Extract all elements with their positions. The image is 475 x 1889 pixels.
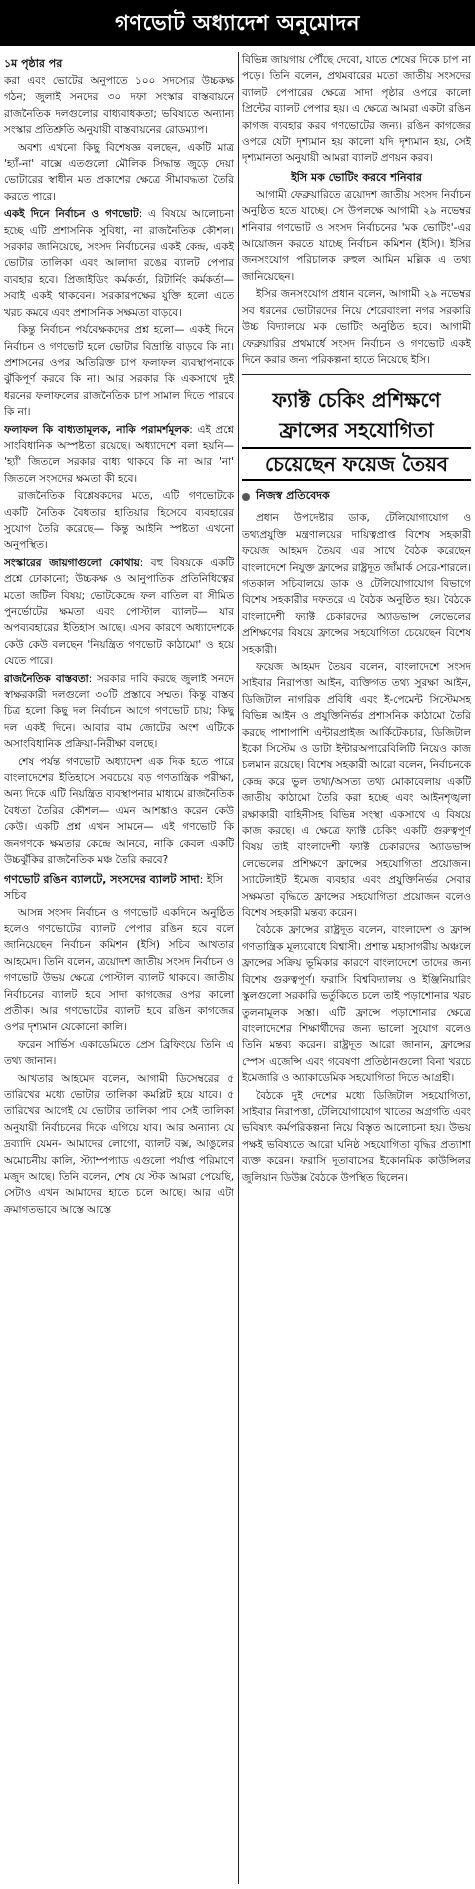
paragraph: ইসির জনসংযোগ প্রধান বলেন, আগামী ২৯ নভেম্বর সব ধরনের ভোটারদের নিয়ে শেরেবাংলা নগর সরকারি উচ্চ বিদ্যালয়ে মক ভোটিং অনুষ্ঠিত হবে। আগামী ফেব্রুয়ারির প্রথমার্ধে সংসদ নির্বাচন ও গণভোট একই দিনে করার জন্য পরিকল্পনা হাতে নিয়েছে ইসি।: [242, 288, 471, 366]
paragraph: করা এবং ভোটের অনুপাতে ১০০ সদস্যের উচ্চকক্ষ গঠন; জুলাই সনদের ৩০ দফা সংস্কার বাস্তবায়নে রাজনৈতিক দলগুলোর বাধ্যবাধকতা; ভবিষ্যতে অন্যান্য সংস্কার প্রতিশ্রুতি অনুযায়ী বাস্তবায়নের রোডম্যাপ।: [4, 75, 234, 137]
paragraph-text: : এ বিষয়ে আলোচনা হচ্ছে এটি প্রশাসনিক সুবিধা, না রাজনৈতিক কৌশল। সরকার জানিয়েছে, সংসদ নির্বাচনের একই কেন্দ্র, একই ভোটার তালিকা এবং আলাদা রঙের ব্যালট পেপার ব্যবহার হবে। প্রিজাইডিং কর্মকর্তা, রিটার্নিং কর্মকর্তা— সবাই একই থাকবেন। সরকারপক্ষের যুক্তি হলো এতে খরচ কমবে এবং প্রশাসনিক সক্ষমতা বাড়বে।: [4, 208, 234, 319]
paragraph: শেষ পর্যন্ত গণভোট অধ্যাদেশ এক দিক হতে পারে বাংলাদেশের ইতিহাসে সবচেয়ে বড় গণতান্ত্রিক পরীক্ষা, অন্য দিকে এটি নিয়ন্ত্রিত ব্যবস্থাপনার মাধ্যমে রাজনৈতিক বৈধতা তৈরির কৌশল— এমন আশঙ্কাও করেন কেউ কেউ। একটি প্রশ্ন এখন সামনে— এই গণভোট কি জনগণকে ক্ষমতার কেন্দ্রে আনবে, নাকি কেবল একটি উচ্চঝুঁকির রাজনৈতিক মঞ্চ তৈরি করবে?: [4, 755, 234, 867]
paragraph: রাজনৈতিক বিশ্লেষকদের মতে, এটি গণভোটকে একটি নৈতিক বৈধতার হাতিয়ার হিসেবে ব্যবহারের সুযোগ তৈরি করেছে— কিন্তু আইনি স্পষ্টতা এখনো অনুপস্থিত।: [4, 490, 234, 552]
byline: [242, 487, 471, 506]
byline-text: নিজস্ব প্রতিবেদক: [256, 489, 330, 503]
continuation-label: ১ম পৃষ্ঠার পর: [4, 57, 63, 70]
paragraph-with-lead: [4, 422, 234, 488]
subhead-source: : ইসি সচিব: [4, 872, 223, 902]
headline-line: চেয়েছেন ফয়েজ তৈয়ব: [242, 447, 471, 481]
bullet-icon: [242, 493, 250, 501]
headline-line: ফ্যাক্ট চেকিং প্রশিক্ষণে: [272, 388, 441, 413]
article-separator: [242, 374, 471, 375]
headline-line: ফ্রান্সের সহযোগিতা: [279, 418, 434, 443]
subhead: ইসি মক ভোটিং করবে শনিবার: [291, 170, 422, 184]
subhead-title: গণভোট রঙিন ব্যালটে, সংসদের ব্যালট সাদা: [4, 872, 200, 886]
paragraph: অবশ্য এখনো কিছু বিশেষজ্ঞ বলছেন, একটি মাত্র 'হ্যাঁ-না' বাক্সে এতগুলো মৌলিক সিদ্ধান্ত জুড়ে দেয়া ভোটারের স্বাধীন মত প্রকাশের ক্ষেত্রে সীমাবদ্ধতা তৈরি করতে পারে।: [4, 141, 234, 203]
paragraph: ফয়েজ আহমদ তৈয়ব বলেন, বাংলাদেশে সংসদ সাইবার নিরাপত্তা আইন, ব্যক্তিগত তথ্য সুরক্ষা আইন, ডিজিটাল নাগরিক প্রবিধি এবং ই-পেমেন্ট সিস্টেমসহ বিভিন্ন আইন ও প্রযুক্তিনির্ভর প্রশাসনিক কাঠামো তৈরি করছে পাশাপাশি এন্টারপ্রাইজ আর্কিটেকচার, ডিজিটাল ইকো সিস্টেম ও ডাটা ইন্টারঅপারেবিলিটি নিয়েও কাজ চলমান রয়েছে। বিশেষ সহকারী আরো বলেন, নির্বাচনকে কেন্দ্র করে ভুল তথ্য/অসত্য তথ্য মোকাবেলায় একটি জাতীয় কাঠামো তৈরি করা হচ্ছে এবং আইনশৃঙ্খলা রক্ষাকারী বাহিনীসহ বিভিন্ন সংস্থা একসাথে এ বিষয়ে কাজ করছে। এ ক্ষেত্রে ফ্যাক্ট চেকিং একটি গুরুত্বপূর্ণ বিষয় তাই বাংলাদেশী ফ্যাক্ট চেকারদের অ্যাডভান্স লেভেলের প্রশিক্ষণে ফ্রান্সের সহযোগিতা প্রয়োজন। স্যাটেলাইট ইমেজ ব্যবহার এবং প্রযুক্তিনির্ভর সেবার সক্ষমতা বৃদ্ধিতে ফ্রান্সের সহযোগিতা প্রয়োজন বলেও বিশেষ সহকারী মন্তব্য করেন।: [242, 660, 471, 920]
paragraph: আখতার আহমেদ বলেন, আগামী ডিসেম্বরের ৫ তারিখের মধ্যে ভোটার তালিকা কমপ্লিট হয়ে যাবে। ৫ তারিখের আগেই যে ভোটার তালিকা পাব সেই তালিকা অনুযায়ী নির্বাচনের দিকে এগিয়ে যাব। আর অন্যান্য যে দ্রব্যাদি যেমন- আমাদের লোগো, ব্যালট বক্স, আঙুলের অমোচনীয় কালি, স্ট্যাম্পপ্যাড এগুলো পর্যাপ্ত পরিমাণে মজুদ আছে। তিনি বলেন, শেষ যে স্টক আমরা পেয়েছি, সেটাও এখন আমাদের হাতে চলে আছে। আর এটা ক্রমাগতভাবে আস্তে আস্তে: [4, 1072, 234, 1216]
left-column: [4, 52, 234, 1884]
right-column: [242, 52, 471, 1884]
paragraph: বৈঠকে দুই দেশের মধ্যে ডিজিটাল সহযোগিতা, সাইবার নিরাপত্তা, টেলিযোগাযোগ খাতের অগ্রগতি এবং ভবিষ্যৎ কর্মপরিকল্পনা নিয়ে বিস্তৃত আলোচনা হয়। উভয় পক্ষই ভবিষ্যতে আরো ঘনিষ্ঠ সহযোগিতা বৃদ্ধির প্রত্যাশা ব্যক্ত করেন। ফরাসি দূতাবাসের ইকোনমিক কাউন্সিলর জুলিয়ান ডিউক্স বৈঠকে উপস্থিত ছিলেন।: [242, 1089, 471, 1184]
paragraph-with-lead: [4, 671, 234, 753]
paragraph-text: : এই প্রশ্নে সাংবিধানিক অস্পষ্টতা রয়েছে। অধ্যাদেশে বলা হয়নি— 'হ্যাঁ' জিতলে সরকার বাধ্য থাকবে কি না আর 'না' জিতলে সংসদের ক্ষমতা কী হবে।: [4, 423, 234, 485]
paragraph-with-lead: [4, 555, 234, 670]
paragraph: ফরেন সার্ভিস একাডেমিতে প্রেস ব্রিফিংয়ে তিনি এ তথ্য জানান।: [4, 1038, 234, 1068]
paragraph: প্রধান উপদেষ্টার ডাক, টেলিযোগাযোগ ও তথ্যপ্রযুক্তি মন্ত্রণালয়ের দায়িত্বপ্রাপ্ত বিশেষ সহকারী ফয়েজ আহমদ তৈয়ব এর সাথে বৈঠক করেছেন বাংলাদেশে নিযুক্ত ফ্রান্সের রাষ্ট্রদূত জাঁমার্ক সেরে-শারলে। গতকাল সচিবালয়ে ডাক ও টেলিযোগাযোগ বিভাগে বিশেষ সহকারীর দফতরে এ বৈঠক অনুষ্ঠিত হয়। বৈঠকে বাংলাদেশী ফ্যাক্ট চেকারদের অ্যাডভান্স লেভেলের প্রশিক্ষণের বিষয়ে ফ্রান্সের সহযোগিতা চেয়েছেন বিশেষ সহকারী।: [242, 512, 471, 656]
paragraph-text: : সরকার দাবি করছে জুলাই সনদে স্বাক্ষরকারী দলগুলো ৩০টি প্রস্তাবে সম্মত। কিন্তু বাস্তব চিত্র হলো কিছু দল নির্বাচন আগে গণভোট চায়; কিছু দল একই দিনে। আবার বাম জোটের অংশ এটিকে অসাংবিধানিক প্রক্রিয়া-নিরীক্ষা বলছে।: [4, 672, 234, 751]
subhead: [4, 872, 234, 904]
paragraph-with-lead: [4, 206, 234, 321]
subhead-inline: সংস্কারের জায়গাগুলো কোথায়: [4, 556, 140, 569]
paragraph: আগামী ফেব্রুয়ারিতে ত্রয়োদশ জাতীয় সংসদ নির্বাচন অনুষ্ঠিত হতে যাচ্ছে। সে উপলক্ষে আগামী ২৯ নভেম্বর শনিবার গণভোট ও সংসদ নির্বাচনের 'মক ভোটিং'-এর আয়োজন করতে যাচ্ছে নির্বাচন কমিশন (ইসি)। ইসির জনসংযোগ পরিচালক রুহুল আমিন মল্লিক এ তথ্য জানিয়েছেন।: [242, 188, 471, 283]
column-divider: [238, 52, 239, 1884]
paragraph: বিভিন্ন জায়গায় পৌঁছে দেবো, যাতে শেষের দিকে চাপ না পড়ে। তিনি বলেন, প্রথমবারের মতো জাতীয় সংসদের ব্যালট পেপারের ক্ষেত্রে সাদা পৃষ্ঠার ওপরে কালো প্রিন্টের ব্যালট পেপার হয়। এ ক্ষেত্রে আমরা একটা রঙিন কাগজ ব্যবহার করব গণভোটের জন্য। রঙিন কাগজের ওপরে যেটা দৃশ্যমান হয় কালো যদি দৃশ্যমান হয়, সেই দৃশ্যমানতা অনুযায়ী আমরা ব্যালট প্রণয়ন করব।: [242, 54, 471, 165]
paragraph: আসন্ন সংসদ নির্বাচন ও গণভোট একদিনে অনুষ্ঠিত হলেও গণভোটের ব্যালট পেপার রঙিন হবে বলে জানিয়েছেন নির্বাচন কমিশন (ইসি) সচিব আখতার আহমেদ। তিনি বলেন, ত্রয়োদশ জাতীয় সংসদ নির্বাচন ও গণভোট উভয় ক্ষেত্রে পোস্টাল ব্যালট থাকবে। জাতীয় নির্বাচনের ব্যালট হবে সাদা কাগজের ওপর কালো প্রতীক। আর গণভোটের ব্যালট হবে রঙিন কাগজের ওপর দৃশ্যমান যেকোনো কালি।: [4, 906, 234, 1034]
article-headline: [242, 385, 471, 481]
paragraph-text: : বহু বিষয়কে একটি প্রশ্নে ঢোকানো; উচ্চকক্ষ ও আনুপাতিক প্রতিনিধিত্বের মতো জটিল বিষয়; ভোটকেন্দ্রে ফল বাতিল বা সীমিত পুনর্ভোটের ক্ষমতা এবং পোস্টাল ব্যালট— যার অপব্যবহারের ইতিহাস আছে। এসব কারণে অধ্যাদেশকে কেউ কেউ বলছেন 'নিয়ন্ত্রিত গণভোট কাঠামো' ও হয়ে যেতে পারে।: [4, 556, 234, 668]
subhead-inline: রাজনৈতিক বাস্তবতা: [4, 672, 89, 685]
paragraph: কিন্তু নির্বাচন পর্যবেক্ষকদের প্রশ্ন হলো— একই দিনে নির্বাচন ও গণভোট হলে ভোটার বিভ্রান্তি বাড়বে কি না। প্রশাসনের ওপর অতিরিক্ত চাপ ফলাফল ব্যবস্থাপনাকে ঝুঁকিপূর্ণ করবে কি না। আর সরকার কি একসাথে দুই ধরনের ফলাফলের রাজনৈতিক চাপ সামাল দিতে পারবে কি না।: [4, 324, 234, 419]
headline-banner: গণভোট অধ্যাদেশ অনুমোদন: [0, 0, 475, 46]
paragraph: বৈঠকে ফ্রান্সের রাষ্ট্রদূত বলেন, বাংলাদেশ ও ফ্রান্স গণতান্ত্রিক মূল্যবোধে বিশ্বাসী। প্রশান্ত মহাসাগরীয় অঞ্চলে ফ্রান্সের সক্রিয় ভূমিকার কারণে বাংলাদেশে তাদের জন্য বিশেষ গুরুত্বপূর্ণ। ফরাসি বিশ্ববিদ্যালয় ও ইঞ্জিনিয়ারিং স্কুলগুলো সরকারি ভর্তুকিতে চলে তাই পড়াশোনার খরচ তুলনামূলক সস্তা। এটি ফ্রান্সে পড়াশোনার ক্ষেত্রে বাংলাদেশের শিক্ষার্থীদের জন্য ভালো সুযোগ বলেও তিনি মন্তব্য করেন। রাষ্ট্রদূত আরো জানান, ফ্রান্সের স্পেস এজেন্সি এবং গবেষণা প্রতিষ্ঠানগুলো বিনা খরচে ইমেজারি ও অ্যাকাডেমিক সহযোগিতা দিতে আগ্রহী।: [242, 924, 471, 1085]
subhead-inline: একই দিনে নির্বাচন ও গণভোট: [4, 208, 139, 221]
subhead-inline: ফলাফল কি বাধ্যতামূলক, নাকি পরামর্শমূলক: [4, 423, 190, 436]
